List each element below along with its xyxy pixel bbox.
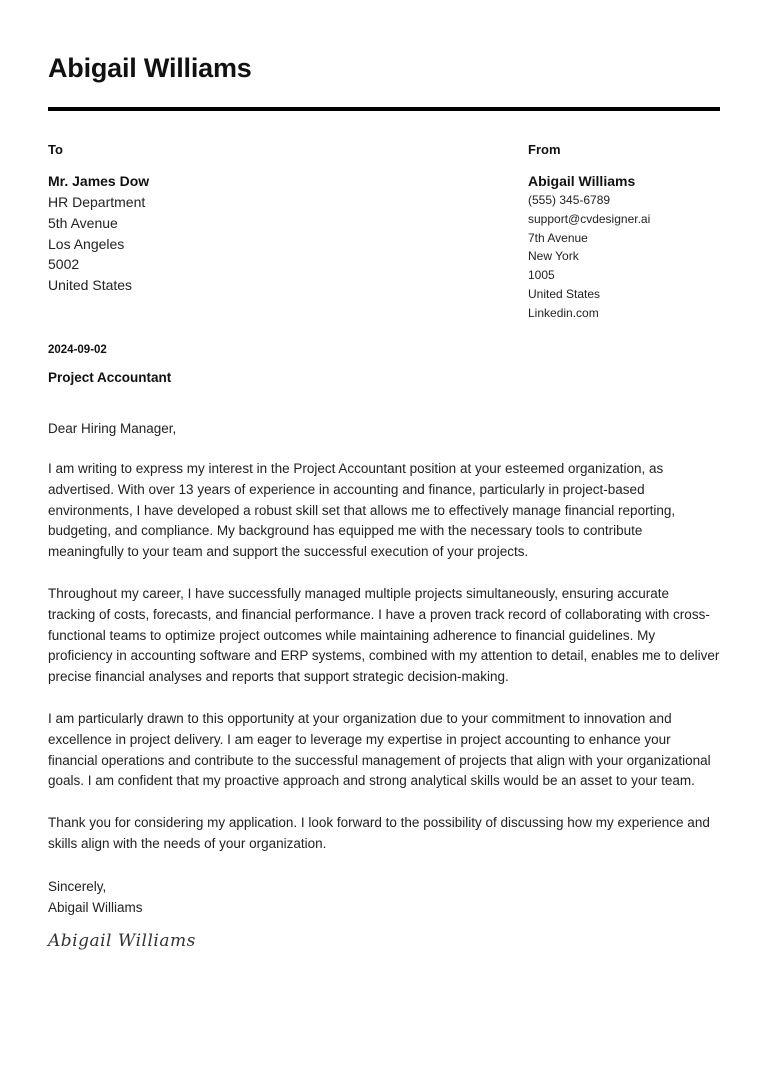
- sender-city: New York: [528, 249, 579, 264]
- header-divider: [48, 107, 720, 111]
- sender-country: United States: [528, 286, 601, 301]
- sender-linkedin: Linkedin.com: [528, 305, 599, 320]
- body-paragraph-2: Throughout my career, I have successfully managed multiple projects simultaneously, ensuring accurate tracking of costs, forecasts, and financial performance. I have a proven track record of collaborating with cross-functional teams to optimize project outcomes while maintaining adherence to financial guidelines. My proficiency in accounting software and ERP systems, combined with my attention to detail, enables me to deliver precise financial analyses and reports that support strategic decision-making.: [48, 585, 720, 685]
- recipient-country: United States: [48, 277, 133, 294]
- closing-name: Abigail Williams: [48, 900, 143, 915]
- closing-phrase: Sincerely,: [48, 879, 107, 894]
- letter-date: 2024-09-02: [48, 344, 107, 356]
- recipient-postal-code: 5002: [48, 256, 80, 273]
- recipient-department: HR Department: [48, 194, 146, 210]
- sender-email: support@cvdesigner.ai: [528, 211, 651, 226]
- recipient-label: To: [48, 142, 63, 157]
- sender-phone: (555) 345-6789: [528, 193, 611, 207]
- sender-label: From: [528, 142, 561, 157]
- recipient-block: [48, 141, 348, 296]
- body-paragraph-1: I am writing to express my interest in the Project Accountant position at your esteemed organization, as advertised. With over 13 years of experience in accounting and finance, particularly in project-based environments, I have developed a robust skill set that allows me to effectively manage financial reporting, budgeting, and compliance. My background has equipped me with the necessary tools to contribute meaningfully to your team and support the successful execution of your projects.: [48, 461, 676, 560]
- sender-block: [528, 141, 728, 323]
- sender-postal-code: 1005: [528, 268, 555, 283]
- handwritten-signature: Abigail Williams: [48, 931, 196, 951]
- closing-block: [48, 876, 143, 918]
- applicant-name-heading: Abigail Williams: [48, 53, 252, 83]
- salutation: Dear Hiring Manager,: [48, 421, 177, 436]
- recipient-street: 5th Avenue: [48, 214, 118, 231]
- recipient-name: Mr. James Dow: [48, 173, 150, 189]
- position-title: Project Accountant: [48, 370, 172, 385]
- sender-name: Abigail Williams: [528, 173, 636, 189]
- sender-street: 7th Avenue: [528, 230, 588, 245]
- body-paragraph-3: I am particularly drawn to this opportunity at your organization due to your commitment to innovation and excellence in project delivery. I am eager to leverage my expertise in project accounting to enhance your financial operations and contribute to the successful management of projects that align with your organizational goals. I am confident that my proactive approach and strong analytical skills would be an asset to your team.: [48, 710, 711, 789]
- recipient-city: Los Angeles: [48, 235, 125, 252]
- body-paragraph-4: Thank you for considering my application. I look forward to the possibility of discussing how my experience and skills align with the needs of your organization.: [48, 815, 710, 851]
- letter-body: [48, 459, 720, 876]
